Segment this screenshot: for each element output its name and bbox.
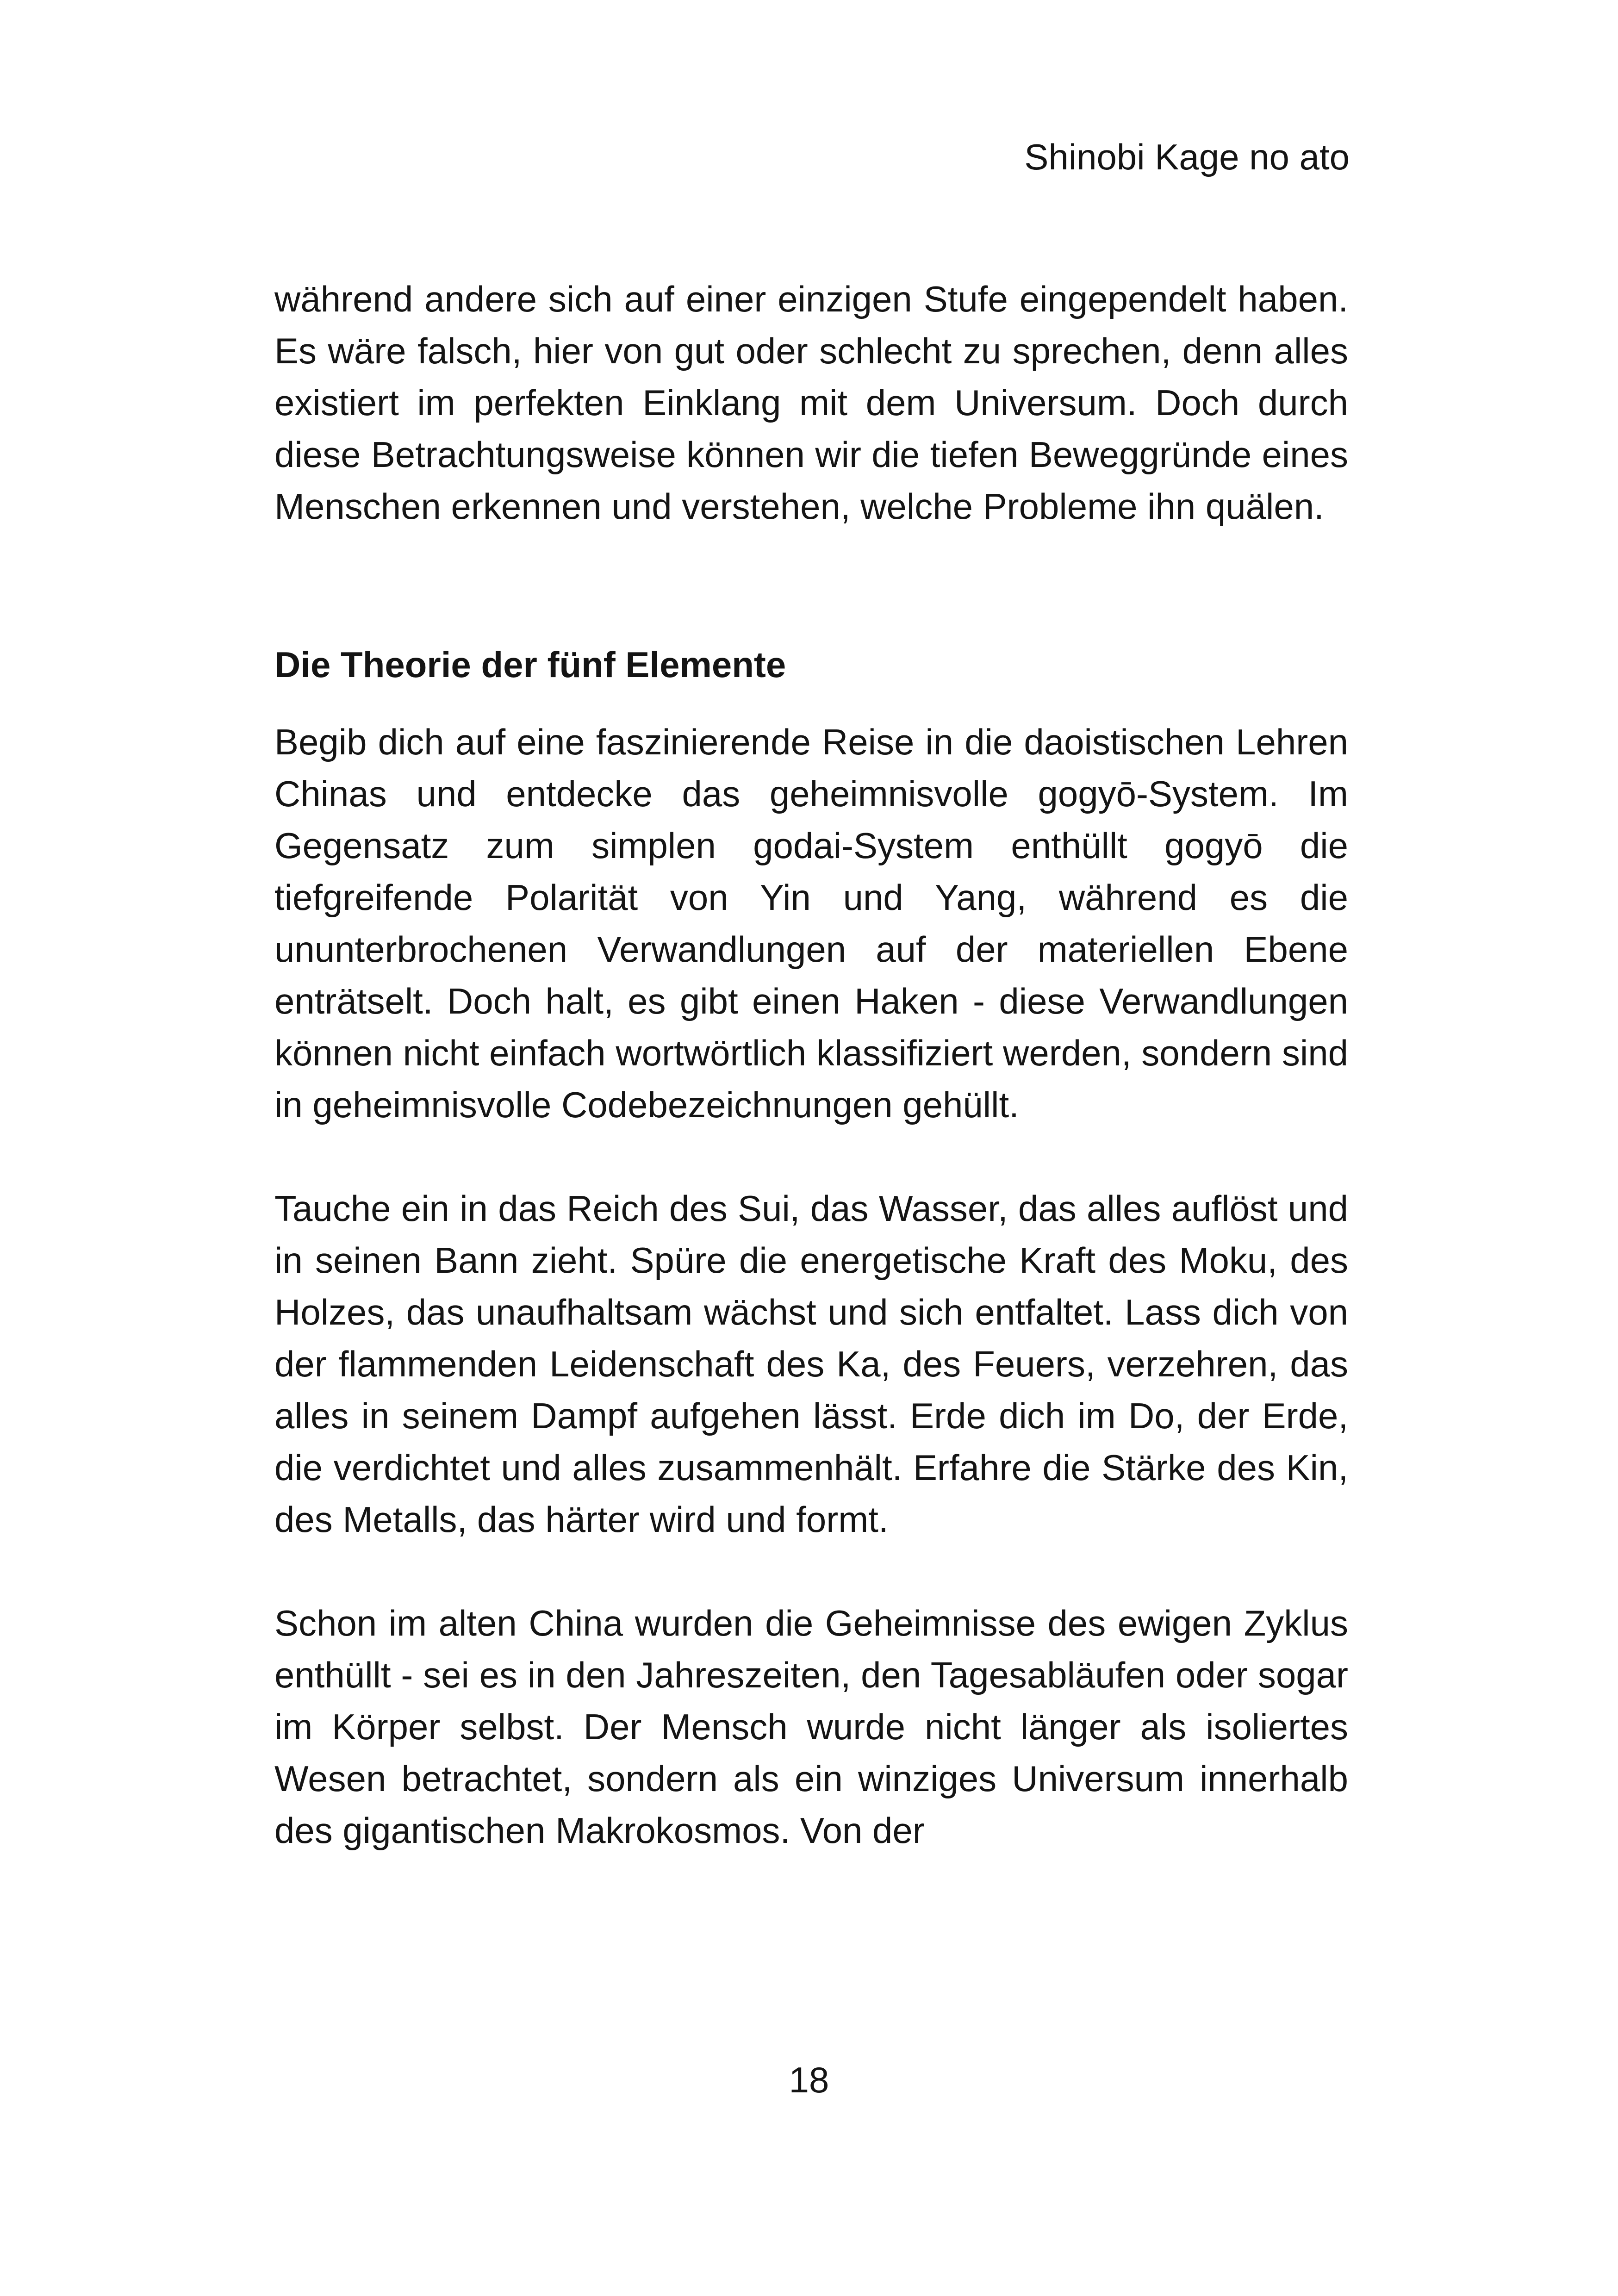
page-number: 18: [789, 2060, 829, 2100]
paragraph-elements: Tauche ein in das Reich des Sui, das Wasser, das alles auflöst und in seinen Bann zieht. Spüre die energetische Kraft des Moku, des Holzes, das unaufhaltsam wächst und sich entfaltet. Lass dich von der flammenden Leidenschaft des Ka, des Feuers, verzehren, das alles in seinem Dampf aufgehen lässt. Erde dich im Do, der Erde, die verdichtet und alles zusammenhält. Erfahre die Stärke des Kin, des Metalls, das härter wird und formt.: [274, 1188, 1348, 1540]
paragraph-intro-continuation: während andere sich auf einer einzigen Stufe eingependelt haben. Es wäre falsch, hier von gut oder schlecht zu sprechen, denn alles existiert im perfekten Einklang mit dem Universum. Doch durch diese Betrachtungsweise können wir die tiefen Beweggründe eines Menschen erkennen und verstehen, welche Probleme ihn quälen.: [274, 279, 1348, 527]
page-body: [274, 273, 1348, 1856]
paragraph-gogyo-system: Begib dich auf eine faszinierende Reise in die daoistischen Lehren Chinas und entdecke das geheimnisvolle gogyō-System. Im Gegensatz zum simplen godai-System enthüllt gogyō die tiefgreifende Polarität von Yin und Yang, während es die ununterbrochenen Verwandlungen auf der materiellen Ebene enträtselt. Doch halt, es gibt einen Haken - diese Verwandlungen können nicht einfach wortwörtlich klassifiziert werden, sondern sind in geheimnisvolle Codebezeichnungen gehüllt.: [274, 722, 1348, 1125]
paragraph-ancient-china: Schon im alten China wurden die Geheimnisse des ewigen Zyklus enthüllt - sei es in den Jahreszeiten, den Tagesabläufen oder sogar im Körper selbst. Der Mensch wurde nicht länger als isoliertes Wesen betrachtet, sondern als ein winziges Universum innerhalb des gigantischen Makrokosmos. Von der: [274, 1603, 1348, 1851]
section-heading: Die Theorie der fünf Elemente: [274, 644, 786, 685]
running-header: Shinobi Kage no ato: [1024, 137, 1350, 177]
